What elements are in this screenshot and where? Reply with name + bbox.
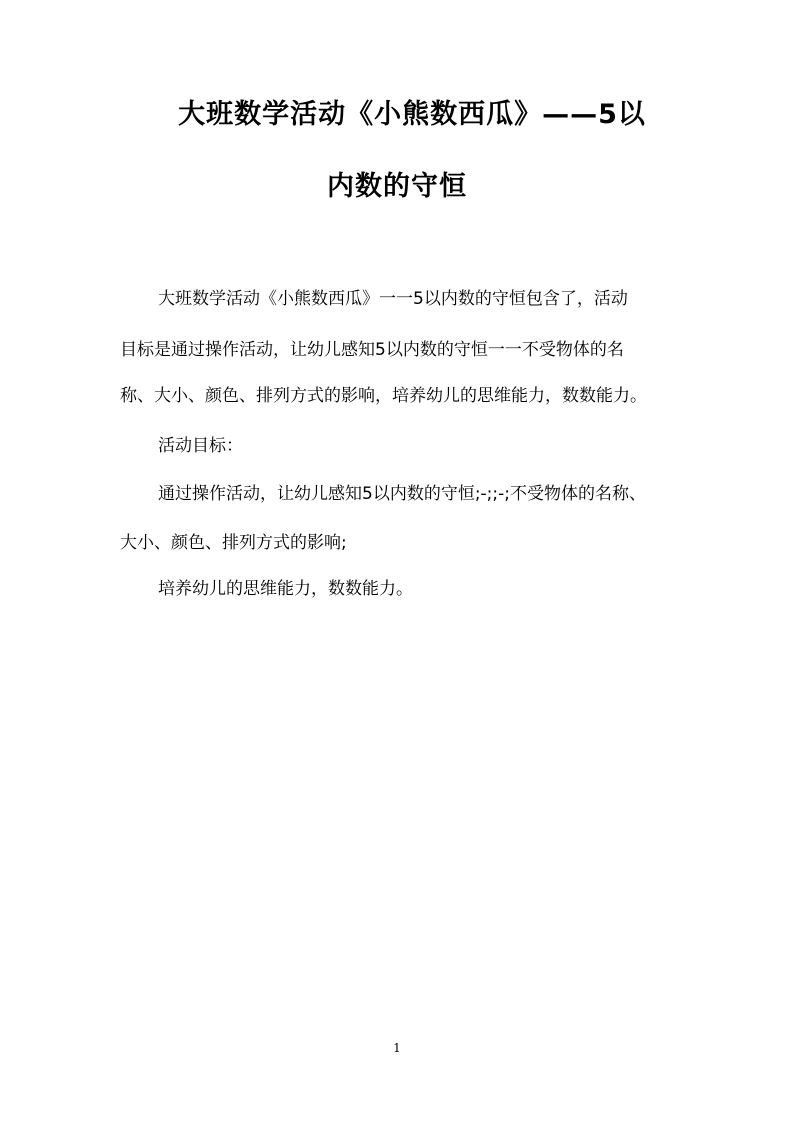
- goal-1-line-1: 通过操作活动，让幼儿感知5以内数的守恒;-;;-;不受物体的名称、: [158, 484, 646, 504]
- goal-1-line-2: 大小、颜色、排列方式的影响;: [120, 533, 347, 553]
- intro-paragraph-line-2: 目标是通过操作活动，让幼儿感知5以内数的守恒一一不受物体的名: [120, 340, 624, 360]
- goal-2: 培养幼儿的思维能力，数数能力。: [158, 579, 413, 599]
- intro-paragraph-line-1: 大班数学活动《小熊数西瓜》一一5以内数的守恒包含了，活动: [158, 289, 628, 309]
- intro-paragraph-line-3: 称、大小、颜色、排列方式的影响，培养幼儿的思维能力，数数能力。: [120, 386, 647, 406]
- document-title-line-1: 大班数学活动《小熊数西瓜》——5以: [178, 99, 646, 130]
- document-title-line-2: 内数的守恒: [327, 171, 467, 202]
- page-number: 1: [393, 1041, 401, 1055]
- goals-heading: 活动目标：: [158, 436, 243, 456]
